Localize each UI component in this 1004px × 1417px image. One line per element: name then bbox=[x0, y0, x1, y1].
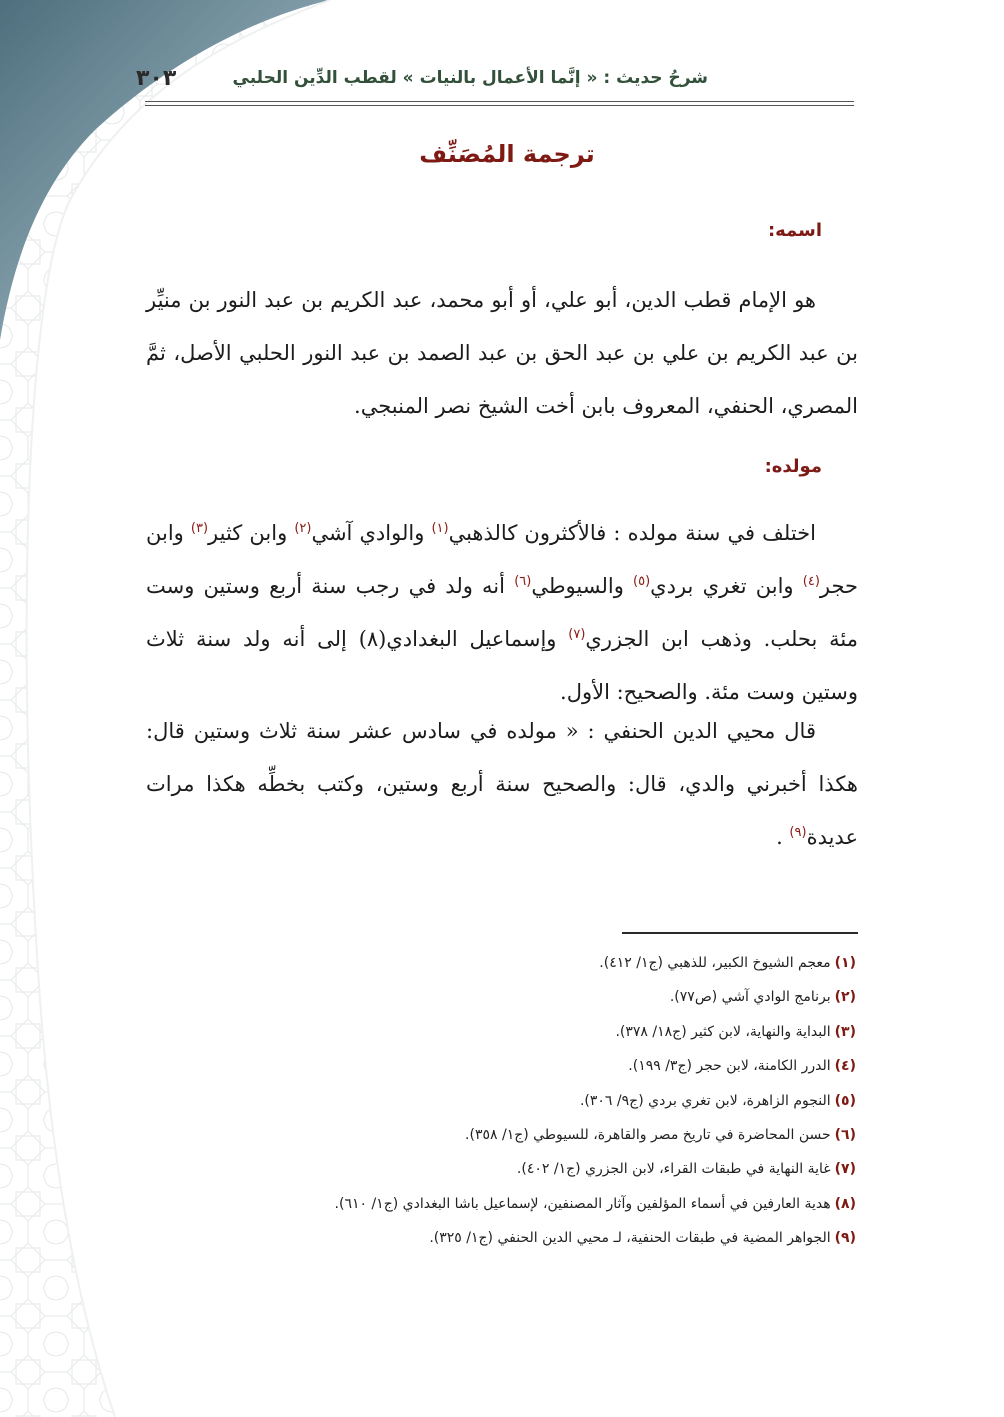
footnote-number: (٤) bbox=[834, 1058, 856, 1075]
footnote-number: (١) bbox=[834, 955, 856, 971]
footnote-reference[interactable]: (٣) bbox=[190, 521, 209, 536]
footnote-text: الجواهر المضية في طبقات الحنفية، لـ محيي الدين الحنفي (ج١/ ٣٢٥). bbox=[429, 1230, 831, 1247]
footnote-list bbox=[136, 946, 856, 1256]
paragraph-text-segment: وابن حجر bbox=[146, 521, 859, 598]
footnote-reference[interactable]: (٥) bbox=[633, 574, 651, 589]
footnote-reference[interactable]: (٧) bbox=[568, 627, 586, 642]
header-rule-top bbox=[145, 101, 854, 102]
footnote-text: معجم الشيوخ الكبير، للذهبي (ج١/ ٤١٢). bbox=[599, 955, 831, 971]
name-paragraph bbox=[146, 274, 858, 433]
footnote-text: حسن المحاضرة في تاريخ مصر والقاهرة، للسيوطي (ج١/ ٣٥٨). bbox=[465, 1126, 831, 1143]
paragraph-text-segment: وإسماعيل البغدادي(٨) إلى أنه ولد سنة ثلاث وستين وست مئة. والصحيح: الأول. bbox=[146, 627, 858, 704]
footnote-item bbox=[136, 980, 856, 1014]
running-header-title: شرحُ حديث : « إنَّما الأعمال بالنيات » لقطب الدِّين الحلبي bbox=[232, 68, 708, 88]
footnote-item bbox=[136, 1221, 856, 1255]
birth-heading: مولده: bbox=[764, 456, 822, 477]
footnote-item bbox=[136, 946, 856, 980]
footnote-reference[interactable]: (١) bbox=[431, 521, 449, 536]
name-text: هو الإمام قطب الدين، أبو علي، أو أبو محمد، عبد الكريم بن عبد النور بن منيِّر بن عبد الكريم بن علي بن عبد الحق بن عبد الصمد بن عبد النور الحلبي الأصل، ثمَّ المصري، الحنفي، المعروف بابن أخت الشيخ نصر المنبجي. bbox=[146, 288, 858, 418]
paragraph-text-segment: . bbox=[776, 825, 790, 849]
paragraph-text-segment: أنه ولد في رجب سنة أربع وستين وست مئة بحلب. وذهب ابن الجزري bbox=[146, 574, 858, 651]
footnote-reference[interactable]: (٦) bbox=[514, 574, 532, 589]
name-heading: اسمه: bbox=[767, 220, 822, 241]
footnote-number: (٨) bbox=[834, 1195, 856, 1212]
footnote-number: (٢) bbox=[834, 989, 856, 1006]
footnote-text: هدية العارفين في أسماء المؤلفين وآثار المصنفين، لإسماعيل باشا البغدادي (ج١/ ٦١٠). bbox=[334, 1195, 831, 1212]
paragraph-text-segment: وابن كثير bbox=[208, 521, 295, 545]
footnote-number: (٥) bbox=[834, 1092, 856, 1109]
footnote-number: (٩) bbox=[834, 1230, 856, 1247]
birth-paragraph-1 bbox=[146, 507, 858, 719]
footnote-text: الدرر الكامنة، لابن حجر (ج٣/ ١٩٩). bbox=[628, 1058, 831, 1075]
footnote-text: البداية والنهاية، لابن كثير (ج١٨/ ٣٧٨). bbox=[615, 1023, 831, 1040]
footnote-item bbox=[136, 1015, 856, 1049]
footnote-item bbox=[136, 1187, 856, 1221]
footnote-text: النجوم الزاهرة، لابن تغري بردي (ج٩/ ٣٠٦). bbox=[579, 1092, 831, 1109]
footnote-text: غاية النهاية في طبقات القراء، لابن الجزري (ج١/ ٤٠٢). bbox=[516, 1161, 831, 1178]
footnote-number: (٦) bbox=[834, 1126, 856, 1143]
footnote-text: برنامج الوادي آشي (ص٧٧). bbox=[669, 989, 831, 1006]
paragraph-text-segment: وابن تغري بردي bbox=[650, 574, 803, 598]
section-title: ترجمة المُصَنِّف bbox=[419, 140, 595, 168]
footnote-number: (٧) bbox=[834, 1161, 856, 1178]
birth-paragraph-2 bbox=[146, 705, 858, 864]
footnote-reference[interactable]: (٤) bbox=[802, 574, 820, 589]
footnote-separator bbox=[622, 932, 858, 934]
footnote-item bbox=[136, 1084, 856, 1118]
footnote-number: (٣) bbox=[834, 1023, 856, 1040]
paragraph-text-segment: والوادي آشي bbox=[311, 521, 432, 545]
footnote-reference[interactable]: (٩) bbox=[789, 825, 807, 840]
footnote-item bbox=[136, 1049, 856, 1083]
page-number: ٣٠٣ bbox=[136, 66, 177, 91]
header-rule-bottom bbox=[145, 105, 854, 106]
paragraph-text-segment: قال محيي الدين الحنفي : « مولده في سادس عشر سنة ثلاث وستين قال: هكذا أخبرني والدي، قال: والصحيح سنة أربع وستين، وكتب بخطِّه هكذا مرات عديدة bbox=[146, 719, 858, 849]
footnote-item bbox=[136, 1118, 856, 1152]
footnote-item bbox=[136, 1152, 856, 1186]
paragraph-text-segment: والسيوطي bbox=[531, 574, 634, 598]
footnote-reference[interactable]: (٢) bbox=[294, 521, 312, 536]
paragraph-text-segment: اختلف في سنة مولده : فالأكثرون كالذهبي bbox=[448, 521, 816, 545]
